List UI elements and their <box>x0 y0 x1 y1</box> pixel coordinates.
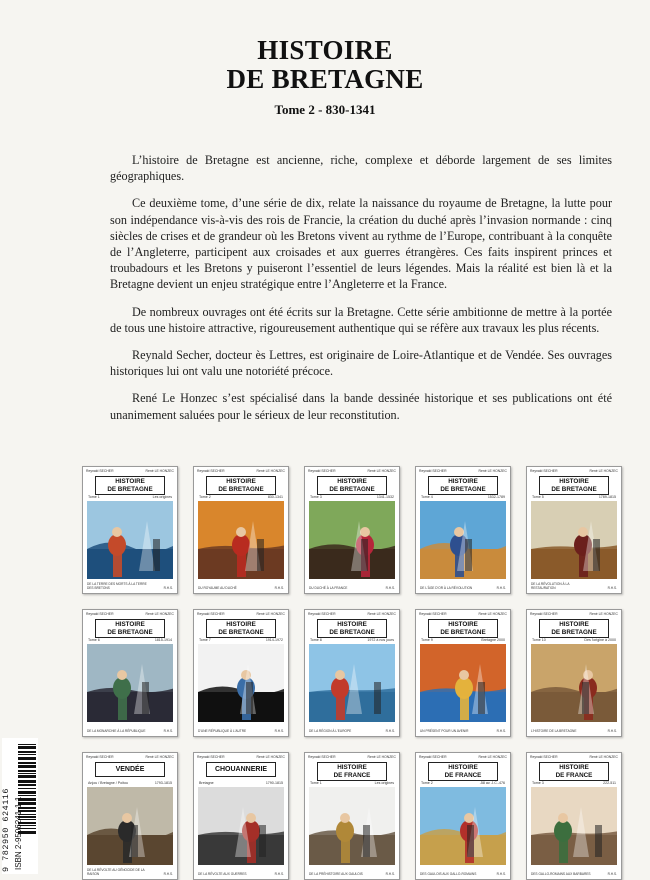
cover-title-line-2: DE BRETAGNE <box>218 628 264 636</box>
cover-publisher: R.H.S. <box>385 586 395 590</box>
cover-title <box>95 762 165 777</box>
cover-title <box>428 762 498 781</box>
series-book-cover <box>193 466 289 594</box>
series-book-cover <box>304 609 400 737</box>
cover-author: Reynald SECHER <box>197 755 225 759</box>
cover-footer-text: DU DUCHÉ À LA FRANCE <box>309 586 348 590</box>
cover-authors <box>86 755 174 761</box>
cover-illustration <box>309 501 395 579</box>
cover-period: -58 av. J.C.-476 <box>479 781 505 785</box>
series-book-cover <box>526 609 622 737</box>
cover-meta <box>199 495 283 500</box>
cover-period: 1790-1815 <box>265 781 283 785</box>
cover-title-line-1: HISTOIRE <box>115 620 145 628</box>
cover-illustration <box>198 787 284 865</box>
cover-artwork <box>87 644 173 722</box>
cover-title-line-2: DE FRANCE <box>555 771 593 779</box>
cover-footer-text: DE L'ÂGE D'OR À LA RÉVOLUTION <box>420 586 473 590</box>
cover-footer-text: DE LA RÉVOLTE AU GÉNOCIDE DE LA RAISON <box>87 868 145 876</box>
cover-title-line-1: HISTOIRE <box>337 763 367 771</box>
cover-period: 1793-1815 <box>154 781 172 785</box>
cover-footer <box>420 867 506 876</box>
cover-artist: René LE HONZEC <box>367 469 396 473</box>
title-line-2: DE BRETAGNE <box>226 64 424 94</box>
cover-tome: Anjou / Bretagne / Poitou <box>88 781 128 785</box>
cover-artist: René LE HONZEC <box>478 612 507 616</box>
cover-publisher: R.H.S. <box>496 729 506 733</box>
cover-artist: René LE HONZEC <box>478 469 507 473</box>
cover-author: Reynald SECHER <box>530 612 558 616</box>
cover-author: Reynald SECHER <box>86 612 114 616</box>
cover-illustration <box>87 501 173 579</box>
cover-tome: Tome 10 <box>532 638 546 642</box>
cover-title-line-1: HISTOIRE <box>559 477 589 485</box>
series-book-cover <box>415 752 511 880</box>
cover-author: Reynald SECHER <box>86 469 114 473</box>
cover-publisher: R.H.S. <box>274 872 284 876</box>
cover-meta <box>421 638 505 643</box>
cover-authors <box>308 612 396 618</box>
cover-tome: Tome 1 <box>310 781 322 785</box>
cover-artist: René LE HONZEC <box>256 469 285 473</box>
cover-title-line-1: VENDÉE <box>115 765 145 773</box>
cover-title-line-2: DE BRETAGNE <box>107 628 153 636</box>
cover-title-line-1: HISTOIRE <box>448 477 478 485</box>
cover-title-line-1: HISTOIRE <box>559 763 589 771</box>
cover-period: 222-511 <box>603 781 616 785</box>
cover-artwork <box>309 501 395 579</box>
cover-footer <box>309 867 395 876</box>
cover-artist: René LE HONZEC <box>256 755 285 759</box>
cover-publisher: R.H.S. <box>274 729 284 733</box>
cover-artist: René LE HONZEC <box>145 469 174 473</box>
cover-footer-text: L'HISTOIRE DE LA BRETAGNE <box>531 729 577 733</box>
cover-title-line-2: DE BRETAGNE <box>329 485 375 493</box>
cover-meta <box>421 495 505 500</box>
cover-publisher: R.H.S. <box>607 872 617 876</box>
series-book-cover <box>193 609 289 737</box>
cover-author: Reynald SECHER <box>419 755 447 759</box>
cover-title-line-1: HISTOIRE <box>226 477 256 485</box>
cover-publisher: R.H.S. <box>385 872 395 876</box>
cover-publisher: R.H.S. <box>274 586 284 590</box>
cover-artist: René LE HONZEC <box>367 612 396 616</box>
cover-period: 1789-1815 <box>598 495 616 499</box>
cover-footer <box>87 724 173 733</box>
cover-footer-text: DE LA RÉVOLUTION À LA RESTAURATION <box>531 582 570 590</box>
cover-publisher: R.H.S. <box>496 872 506 876</box>
cover-period: Les origines <box>152 495 172 499</box>
paragraph: Reynald Secher, docteur ès Lettres, est originaire de Loire-Atlantique et de Vendée. Ses ouvrages historiques lui ont valu une notoriété précoce. <box>110 348 612 379</box>
back-cover-text <box>110 152 612 434</box>
volume-subtitle: Tome 2 - 830-1341 <box>274 102 376 117</box>
cover-footer-text: DES GAULOIS AUX GALLO-ROMAINS <box>420 872 477 876</box>
cover-artist: René LE HONZEC <box>145 612 174 616</box>
cover-authors <box>419 469 507 475</box>
cover-period: 1815-1914 <box>154 638 172 642</box>
cover-meta <box>199 781 283 786</box>
cover-footer <box>198 867 284 876</box>
series-book-cover <box>193 752 289 880</box>
cover-artwork <box>198 501 284 579</box>
cover-footer <box>309 581 395 590</box>
cover-meta <box>421 781 505 786</box>
cover-footer <box>531 581 617 590</box>
cover-artwork <box>420 644 506 722</box>
cover-title <box>539 476 609 495</box>
cover-title <box>206 619 276 638</box>
cover-title <box>317 619 387 638</box>
cover-author: Reynald SECHER <box>308 755 336 759</box>
cover-tome: Tome 2 <box>199 495 211 499</box>
cover-authors <box>86 612 174 618</box>
cover-period: 1914-1972 <box>265 638 283 642</box>
cover-title-line-2: DE FRANCE <box>444 771 482 779</box>
cover-meta <box>199 638 283 643</box>
cover-artwork <box>531 644 617 722</box>
cover-author: Reynald SECHER <box>530 755 558 759</box>
cover-illustration <box>87 644 173 722</box>
cover-title-line-2: DE BRETAGNE <box>551 628 597 636</box>
cover-meta <box>532 638 616 643</box>
cover-author: Reynald SECHER <box>86 755 114 759</box>
cover-title <box>206 762 276 777</box>
cover-publisher: R.H.S. <box>385 729 395 733</box>
cover-artist: René LE HONZEC <box>589 612 618 616</box>
cover-publisher: R.H.S. <box>607 586 617 590</box>
cover-title-line-1: HISTOIRE <box>448 763 478 771</box>
series-book-cover <box>526 752 622 880</box>
cover-illustration <box>309 644 395 722</box>
cover-footer <box>420 724 506 733</box>
cover-artwork <box>420 501 506 579</box>
cover-footer-text: DE LA MONARCHIE À LA RÉPUBLIQUE <box>87 729 146 733</box>
isbn-label: ISBN 2-9506241-1-1 <box>14 796 23 870</box>
cover-tome: Tome 8 <box>310 638 322 642</box>
cover-author: Reynald SECHER <box>419 612 447 616</box>
cover-tome: Tome 3 <box>532 781 544 785</box>
cover-publisher: R.H.S. <box>607 729 617 733</box>
cover-illustration <box>87 787 173 865</box>
cover-footer <box>309 724 395 733</box>
cover-period: Bretagne 2000 <box>481 638 505 642</box>
paragraph: L’histoire de Bretagne est ancienne, riche, complexe et déborde largement de ses limites géographiques. <box>110 153 612 184</box>
paragraph: Ce deuxième tome, d’une série de dix, relate la naissance du royaume de Bretagne, la lutte pour son indépendance vis-à-vis des rois de Francie, la création du duché après l’invasion normande : cinq siècles de crises et de grandeur où les Bretons vivent au rythme de l’Europe, contribuant à la conquête de l’Angleterre, participent aux croisades et aux guerres étrangères. Ces faits inspirent princes et troubadours et les Bretons y puiseront l’essentiel de leurs légendes. Mais la réalité est bien là et la Bretagne devient un enjeu stratégique entre l’Angleterre et la France. <box>110 196 612 292</box>
cover-tome: Tome 2 <box>421 781 433 785</box>
cover-tome: Tome 4 <box>421 495 433 499</box>
cover-artist: René LE HONZEC <box>478 755 507 759</box>
series-book-cover <box>82 466 178 594</box>
cover-meta <box>88 495 172 500</box>
cover-illustration <box>531 501 617 579</box>
cover-illustration <box>420 644 506 722</box>
cover-author: Reynald SECHER <box>197 469 225 473</box>
cover-meta <box>310 495 394 500</box>
cover-artwork <box>420 787 506 865</box>
cover-illustration <box>420 501 506 579</box>
cover-tome: Tome 3 <box>310 495 322 499</box>
cover-publisher: R.H.S. <box>163 586 173 590</box>
cover-footer-text: DE LA PRÉHISTOIRE AUX GAULOIS <box>309 872 363 876</box>
cover-authors <box>197 612 285 618</box>
cover-title-line-2: DE BRETAGNE <box>329 628 375 636</box>
cover-footer <box>87 581 173 590</box>
cover-title <box>95 619 165 638</box>
cover-title <box>206 476 276 495</box>
cover-title-line-2: DE BRETAGNE <box>440 485 486 493</box>
cover-author: Reynald SECHER <box>308 612 336 616</box>
cover-footer-text: DE LA TERRE DES MORTS À LA TERRE DES BRETONS <box>87 582 147 590</box>
cover-title <box>317 476 387 495</box>
cover-artwork <box>309 644 395 722</box>
cover-artist: René LE HONZEC <box>589 755 618 759</box>
cover-meta <box>532 495 616 500</box>
cover-artwork <box>87 501 173 579</box>
cover-period: 830-1341 <box>267 495 283 499</box>
cover-authors <box>308 469 396 475</box>
cover-authors <box>86 469 174 475</box>
cover-artist: René LE HONZEC <box>367 755 396 759</box>
cover-footer <box>198 581 284 590</box>
cover-illustration <box>531 644 617 722</box>
cover-period: 1341-1532 <box>376 495 394 499</box>
cover-meta <box>88 638 172 643</box>
cover-footer-text: UN PRÉSENT POUR UN AVENIR <box>420 729 469 733</box>
series-book-cover <box>526 466 622 594</box>
cover-period: Les origines <box>374 781 394 785</box>
cover-footer <box>87 867 173 876</box>
cover-artwork <box>309 787 395 865</box>
cover-tome: Tome 5 <box>532 495 544 499</box>
cover-author: Reynald SECHER <box>197 612 225 616</box>
cover-illustration <box>420 787 506 865</box>
cover-title-line-2: DE FRANCE <box>333 771 371 779</box>
cover-footer <box>531 867 617 876</box>
cover-publisher: R.H.S. <box>496 586 506 590</box>
cover-period: 1972 à nos jours <box>367 638 394 642</box>
cover-artist: René LE HONZEC <box>589 469 618 473</box>
cover-meta <box>88 781 172 786</box>
cover-title <box>95 476 165 495</box>
cover-publisher: R.H.S. <box>163 729 173 733</box>
ean-number: 9 782950 624116 <box>1 787 11 872</box>
cover-meta <box>532 781 616 786</box>
cover-authors <box>530 612 618 618</box>
cover-artwork <box>87 787 173 865</box>
cover-title <box>428 619 498 638</box>
cover-title <box>317 762 387 781</box>
series-book-cover <box>415 609 511 737</box>
paragraph: René Le Honzec s’est spécialisé dans la bande dessinée historique et ses publications ont été unanimement saluées pour le sérieux de leur reconstitution. <box>110 391 612 422</box>
cover-publisher: R.H.S. <box>163 872 173 876</box>
cover-author: Reynald SECHER <box>308 469 336 473</box>
cover-footer <box>420 581 506 590</box>
cover-illustration <box>198 644 284 722</box>
cover-tome: Tome 9 <box>421 638 433 642</box>
cover-title-line-1: HISTOIRE <box>337 477 367 485</box>
cover-artwork <box>531 501 617 579</box>
cover-authors <box>308 755 396 761</box>
cover-authors <box>530 469 618 475</box>
series-book-cover <box>82 752 178 880</box>
cover-meta <box>310 638 394 643</box>
cover-title-line-1: HISTOIRE <box>226 620 256 628</box>
cover-title-line-1: HISTOIRE <box>115 477 145 485</box>
series-covers-grid <box>82 466 622 880</box>
cover-artist: René LE HONZEC <box>256 612 285 616</box>
cover-authors <box>419 755 507 761</box>
cover-tome: Tome 7 <box>199 638 211 642</box>
cover-authors <box>419 612 507 618</box>
cover-illustration <box>198 501 284 579</box>
series-book-cover <box>82 609 178 737</box>
cover-illustration <box>309 787 395 865</box>
paragraph: De nombreux ouvrages ont été écrits sur la Bretagne. Cette série ambitionne de mettre à la portée de tous une histoire attractive, rigoureusement authentique qui se réfère aux travaux les plus récents. <box>110 304 612 335</box>
cover-footer-text: DES GALLO-ROMAINS AUX BARBARES <box>531 872 591 876</box>
cover-tome: Tome 1 <box>88 495 100 499</box>
series-book-cover <box>415 466 511 594</box>
cover-authors <box>530 755 618 761</box>
cover-footer-text: D'UNE RÉPUBLIQUE À L'AUTRE <box>198 729 247 733</box>
cover-period: Des l'origine à 2000 <box>584 638 616 642</box>
cover-title-line-2: DE BRETAGNE <box>551 485 597 493</box>
cover-title-line-2: DE BRETAGNE <box>440 628 486 636</box>
cover-footer <box>198 724 284 733</box>
cover-title-line-1: CHOUANNERIE <box>214 765 268 773</box>
cover-author: Reynald SECHER <box>530 469 558 473</box>
cover-tome: Tome 6 <box>88 638 100 642</box>
cover-artwork <box>198 787 284 865</box>
cover-footer-text: DE LA RÉGION À L'EUROPE <box>309 729 352 733</box>
cover-period: 1532-1789 <box>487 495 505 499</box>
cover-footer-text: DU ROYAUME AU DUCHÉ <box>198 586 237 590</box>
cover-title-line-1: HISTOIRE <box>559 620 589 628</box>
cover-tome: Bretagne <box>199 781 214 785</box>
cover-title-line-1: HISTOIRE <box>337 620 367 628</box>
cover-footer <box>531 724 617 733</box>
cover-authors <box>197 755 285 761</box>
cover-title <box>539 619 609 638</box>
cover-author: Reynald SECHER <box>419 469 447 473</box>
cover-title <box>428 476 498 495</box>
cover-title-line-2: DE BRETAGNE <box>107 485 153 493</box>
cover-footer-text: DE LA RÉVOLTE AUX GUERRES <box>198 872 247 876</box>
cover-illustration <box>531 787 617 865</box>
title-line-1: HISTOIRE <box>257 35 393 65</box>
cover-meta <box>310 781 394 786</box>
series-book-cover <box>304 752 400 880</box>
series-book-cover <box>304 466 400 594</box>
cover-artwork <box>198 644 284 722</box>
cover-artwork <box>531 787 617 865</box>
cover-authors <box>197 469 285 475</box>
book-title <box>0 36 650 94</box>
cover-artist: René LE HONZEC <box>145 755 174 759</box>
cover-title-line-2: DE BRETAGNE <box>218 485 264 493</box>
cover-title-line-1: HISTOIRE <box>448 620 478 628</box>
cover-title <box>539 762 609 781</box>
